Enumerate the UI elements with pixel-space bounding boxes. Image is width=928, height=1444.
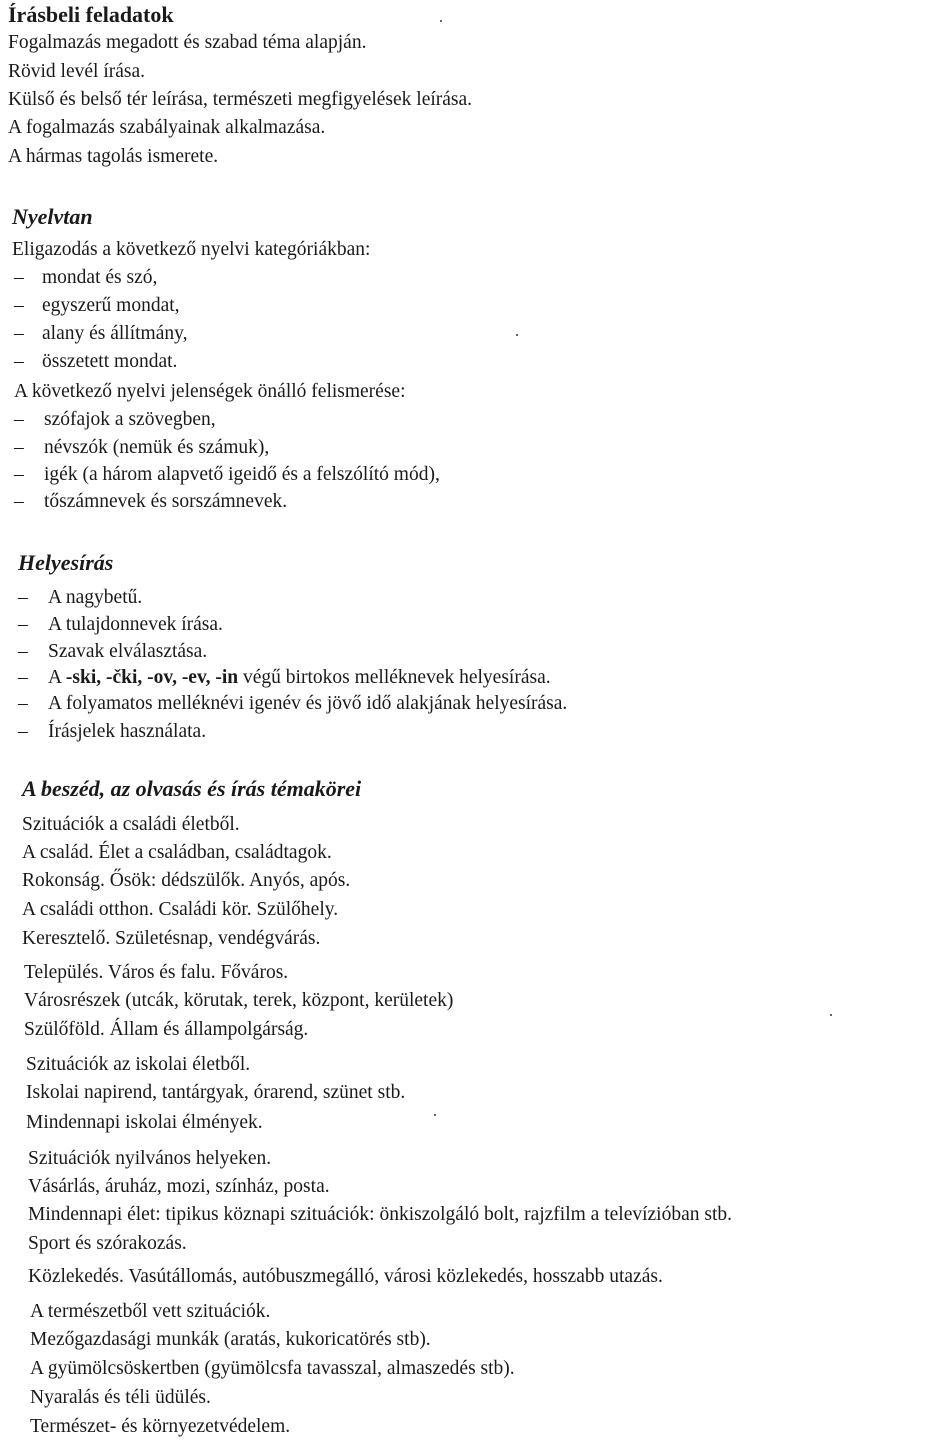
helyesiras-list-item: –A nagybetű. bbox=[18, 586, 142, 610]
nyelvtan-list-item: –mondat és szó, bbox=[14, 266, 157, 290]
heading-nyelvtan: Nyelvtan bbox=[12, 204, 93, 229]
dash-bullet bbox=[18, 692, 40, 716]
nyelvtan-list-item: –egyszerű mondat, bbox=[14, 294, 180, 318]
temakor-line: Természet- és környezetvédelem. bbox=[30, 1416, 291, 1437]
irasbeli-line: Fogalmazás megadott és szabad téma alapján. bbox=[8, 32, 367, 53]
scan-speck bbox=[516, 334, 518, 336]
temakor-line: Szituációk az iskolai életből. bbox=[26, 1054, 251, 1075]
temakor-line: A gyümölcsöskertben (gyümölcsfa tavasszal, almaszedés stb). bbox=[30, 1358, 515, 1379]
helyesiras-list-item: –A tulajdonnevek írása. bbox=[18, 613, 223, 637]
scan-speck bbox=[440, 20, 442, 22]
dash-bullet bbox=[18, 586, 40, 610]
dash-bullet bbox=[14, 436, 36, 460]
temakor-line: A természetből vett szituációk. bbox=[30, 1301, 271, 1322]
temakor-line: Iskolai napirend, tantárgyak, órarend, szünet stb. bbox=[26, 1082, 406, 1103]
dash-bullet bbox=[14, 350, 36, 374]
nyelvtan-intro: A következő nyelvi jelenségek önálló felismerése: bbox=[14, 381, 406, 402]
nyelvtan-intro: Eligazodás a következő nyelvi kategóriákban: bbox=[12, 239, 371, 260]
temakor-line: Szülőföld. Állam és állampolgárság. bbox=[24, 1019, 309, 1040]
nyelvtan-list-item: –szófajok a szövegben, bbox=[14, 408, 216, 432]
nyelvtan-list-item: –tőszámnevek és sorszámnevek. bbox=[14, 490, 287, 514]
irasbeli-line: Rövid levél írása. bbox=[8, 61, 146, 82]
temakor-line: Rokonság. Ősök: dédszülők. Anyós, após. bbox=[22, 870, 351, 891]
temakor-line: Szituációk a családi életből. bbox=[22, 814, 240, 835]
dash-bullet bbox=[14, 490, 36, 514]
temakor-line: Sport és szórakozás. bbox=[28, 1233, 187, 1254]
dash-bullet bbox=[14, 266, 36, 290]
temakor-line: Mezőgazdasági munkák (aratás, kukoricatörés stb). bbox=[30, 1329, 431, 1350]
nyelvtan-list-item: –alany és állítmány, bbox=[14, 322, 187, 346]
temakor-line: Keresztelő. Születésnap, vendégvárás. bbox=[22, 928, 321, 949]
dash-bullet bbox=[14, 294, 36, 318]
dash-bullet bbox=[14, 463, 36, 487]
temakor-line: Közlekedés. Vasútállomás, autóbuszmegálló, városi közlekedés, hosszabb utazás. bbox=[28, 1266, 663, 1287]
irasbeli-line: Külső és belső tér leírása, természeti megfigyelések leírása. bbox=[8, 89, 473, 110]
temakor-line: A családi otthon. Családi kör. Szülőhely. bbox=[22, 899, 339, 920]
scan-speck bbox=[830, 1014, 832, 1016]
dash-bullet bbox=[18, 720, 40, 744]
bold-suffixes: -ski, -čki, -ov, -ev, -in bbox=[65, 667, 239, 688]
temakor-line: Mindennapi élet: tipikus köznapi szituációk: önkiszolgáló bolt, rajzfilm a televízióban stb. bbox=[28, 1204, 732, 1225]
heading-helyesiras: Helyesírás bbox=[18, 550, 114, 575]
dash-bullet bbox=[18, 640, 40, 664]
nyelvtan-list-item: –összetett mondat. bbox=[14, 350, 177, 374]
heading-temakorok: A beszéd, az olvasás és írás témakörei bbox=[22, 776, 362, 801]
temakor-line: Városrészek (utcák, körutak, terek, központ, kerületek) bbox=[24, 990, 454, 1011]
dash-bullet bbox=[18, 613, 40, 637]
temakor-line: Vásárlás, áruház, mozi, színház, posta. bbox=[28, 1176, 330, 1197]
scan-speck bbox=[434, 1114, 436, 1116]
dash-bullet bbox=[14, 322, 36, 346]
helyesiras-list-item: –A folyamatos melléknévi igenév és jövő idő alakjának helyesírása. bbox=[18, 692, 567, 716]
helyesiras-list-item: –Szavak elválasztása. bbox=[18, 640, 207, 664]
temakor-line: Mindennapi iskolai élmények. bbox=[26, 1112, 263, 1133]
helyesiras-list-item: –A -ski, -čki, -ov, -ev, -in végű birtokos melléknevek helyesírása. bbox=[18, 666, 551, 690]
temakor-line: Nyaralás és téli üdülés. bbox=[30, 1387, 211, 1408]
dash-bullet bbox=[18, 666, 40, 690]
temakor-line: Település. Város és falu. Főváros. bbox=[24, 962, 289, 983]
dash-bullet bbox=[14, 408, 36, 432]
temakor-line: Szituációk nyilvános helyeken. bbox=[28, 1148, 272, 1169]
irasbeli-line: A fogalmazás szabályainak alkalmazása. bbox=[8, 117, 326, 138]
heading-irasbeli: Írásbeli feladatok bbox=[8, 2, 174, 27]
temakor-line: A család. Élet a családban, családtagok. bbox=[22, 842, 332, 863]
helyesiras-list-item: –Írásjelek használata. bbox=[18, 720, 206, 744]
irasbeli-line: A hármas tagolás ismerete. bbox=[8, 146, 219, 167]
nyelvtan-list-item: –igék (a három alapvető igeidő és a felszólító mód), bbox=[14, 463, 440, 487]
nyelvtan-list-item: –névszók (nemük és számuk), bbox=[14, 436, 269, 460]
